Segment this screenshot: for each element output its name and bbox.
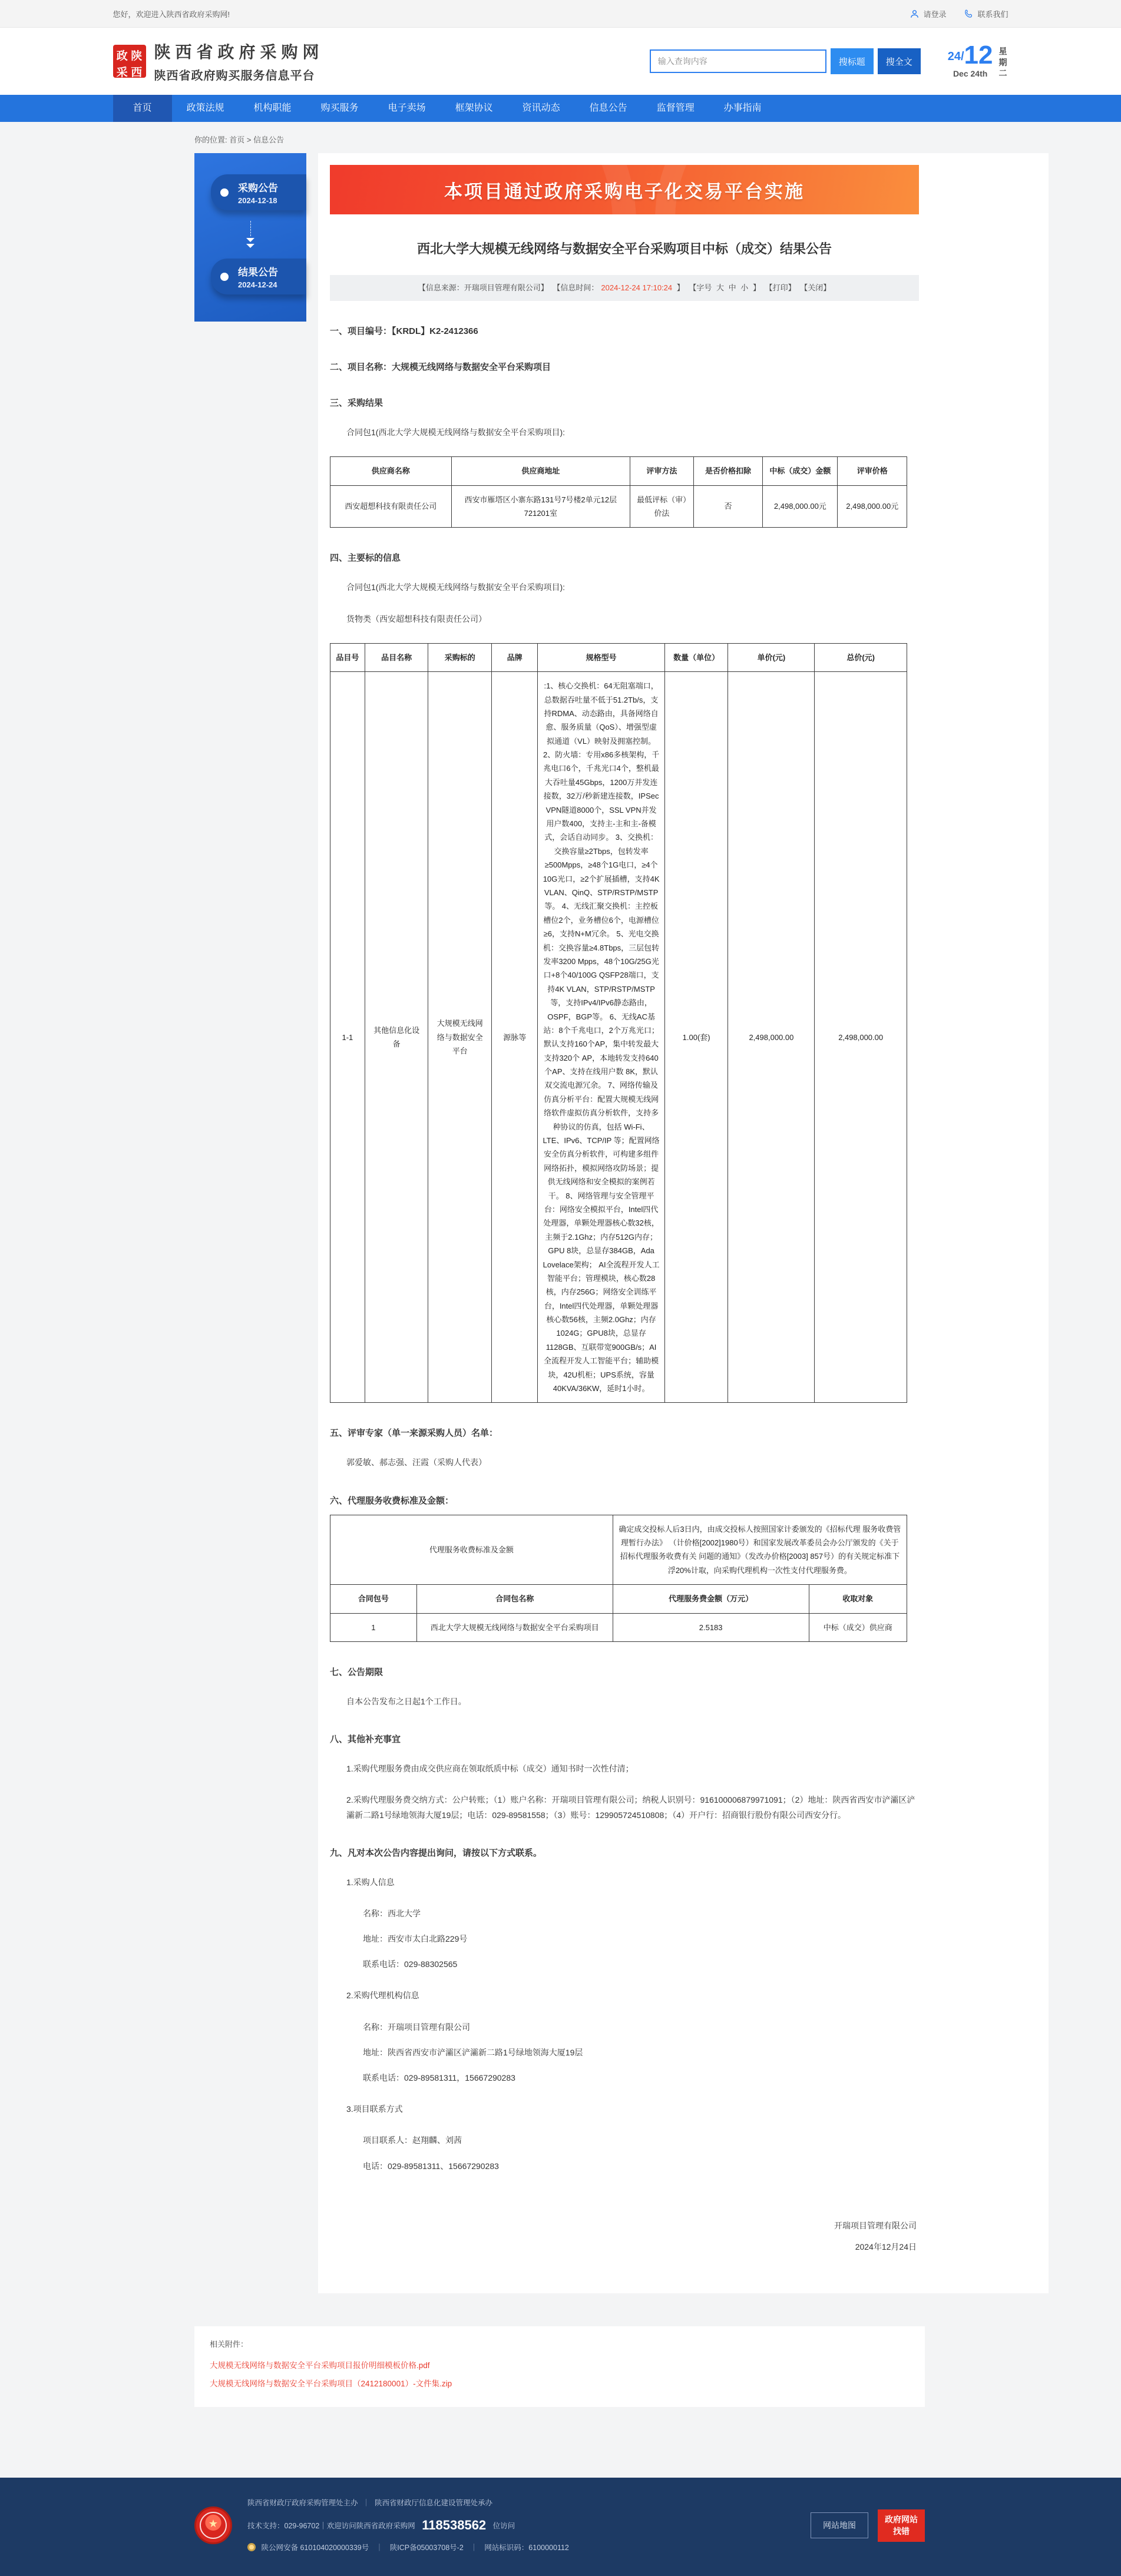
announcement-period: 自本公告发布之日起1个工作日。: [346, 1696, 467, 1706]
nav-item-e-market[interactable]: 电子卖场: [388, 103, 426, 113]
topbar: [0, 0, 1121, 28]
section-1-heading: 一、项目编号：【KRDL】K2-2412366: [330, 326, 478, 336]
contact-line: 名称：开瑞项目管理有限公司: [363, 2022, 470, 2032]
info-time: 2024-12-24 17:10:24: [601, 283, 673, 292]
supplier-address: 西安市雁塔区小寨东路131号7号楼2单元12层721201室: [451, 485, 630, 528]
footer-support-line: 技术支持：029-96702｜欢迎访问陕西省政府采购网 118538562 位访问: [247, 2518, 515, 2533]
section-7-heading: 七、公告期限: [330, 1667, 383, 1677]
breadcrumb-home[interactable]: 首页: [229, 135, 245, 144]
site-logo: 政 陕 采 西: [113, 45, 146, 78]
date-english: Dec 24th: [953, 69, 988, 79]
fontsize-large-button[interactable]: 大: [716, 283, 725, 292]
nav-item-news[interactable]: 资讯动态: [522, 103, 560, 113]
section-6-heading: 六、代理服务收费标准及金额：: [330, 1495, 454, 1506]
phone-icon: [964, 9, 974, 19]
public-security-badge-icon: [247, 2543, 256, 2551]
breadcrumb-label: 你的位置:: [194, 135, 227, 144]
total-price: 2,498,000.00: [815, 672, 907, 1403]
timeline-dot-icon: [220, 273, 229, 281]
footer-beian-line: 陕公网安备 610104020000339号 ｜ 陕ICP备05003708号-2 ｜ 网站标识码：6100000112: [247, 2540, 569, 2557]
announcement-timeline-sidebar: [194, 153, 306, 322]
fontsize-medium-button[interactable]: 中: [728, 283, 736, 292]
fee-payer: 中标（成交）供应商: [809, 1613, 907, 1641]
section-3-heading: 三、采购结果: [330, 398, 383, 408]
attachment-link-pdf[interactable]: 大规模无线网络与数据安全平台采购项目报价明细模板价格.pdf: [210, 2360, 430, 2370]
print-button[interactable]: 【打印】: [765, 283, 796, 292]
nav-item-announcements[interactable]: 信息公告: [589, 103, 627, 113]
public-security-filing-link[interactable]: 陕公网安备 610104020000339号: [261, 2543, 369, 2552]
section-4-heading: 四、主要标的信息: [330, 553, 401, 564]
breadcrumb: [194, 122, 1049, 153]
timeline-arrow-down-icon: [194, 221, 306, 248]
section-5-heading: 五、评审专家（单一来源采购人员）名单：: [330, 1428, 498, 1439]
section-4-intro1: 合同包1(西北大学大规模无线网络与数据安全平台采购项目):: [346, 582, 565, 592]
section-3-intro: 合同包1(西北大学大规模无线网络与数据安全平台采购项目):: [346, 428, 565, 437]
date-widget: [947, 40, 1008, 80]
eplatform-banner: 本项目通过政府采购电子化交易平台实施: [330, 165, 919, 214]
site-title: 陕西省政府采购网: [154, 43, 324, 61]
info-source: 【信息来源：开瑞项目管理有限公司】: [418, 283, 548, 292]
goods-detail-table: [330, 643, 907, 1403]
info-time-prefix: 【信息时间：: [553, 283, 599, 292]
gov-site-error-report-badge[interactable]: 政府网站 找错: [878, 2509, 925, 2542]
nav-item-functions[interactable]: 机构职能: [253, 103, 292, 113]
main-nav: [0, 95, 1121, 122]
agency-fee-amount: 2.5183: [613, 1613, 809, 1641]
price-deduction: 否: [693, 485, 762, 528]
article-card: [318, 153, 1049, 2293]
section-4-intro2: 货物类（西安超想科技有限责任公司）: [346, 614, 487, 624]
nav-item-home[interactable]: 首页: [113, 95, 172, 122]
breadcrumb-current[interactable]: 信息公告: [253, 135, 285, 144]
contact-line: 联系电话：029-88302565: [363, 1959, 458, 1969]
site-header: [0, 28, 1121, 95]
table-header-row: 合同包号 合同包名称 代理服务费金额（万元） 收取对象: [330, 1585, 907, 1613]
site-footer: [0, 2478, 1121, 2576]
supplier-name: 西安超想科技有限责任公司: [330, 485, 452, 528]
icp-filing-link[interactable]: 陕ICP备05003708号-2: [389, 2543, 464, 2552]
date-day: 24/: [947, 50, 964, 64]
attachments-label: 相关附件：: [210, 2339, 249, 2349]
contact-line: 地址：陕西省西安市浐灞区浐灞新二路1号绿地领海大厦19层: [363, 2047, 583, 2057]
contact-line: 名称：西北大学: [363, 1908, 421, 1918]
contact-group-title: 1.采购人信息: [346, 1877, 395, 1887]
review-method: 最低评标（审）价法: [630, 485, 694, 528]
section-9-heading: 九、凡对本次公告内容提出询问，请按以下方式联系。: [330, 1847, 543, 1858]
item-name: 其他信息化设备: [365, 672, 428, 1403]
award-amount: 2,498,000.00元: [763, 485, 838, 528]
fontsize-small-button[interactable]: 小: [740, 283, 749, 292]
contract-package-name: 西北大学大规模无线网络与数据安全平台采购项目: [416, 1613, 613, 1641]
breadcrumb-separator: >: [246, 135, 252, 144]
user-icon: [910, 9, 920, 19]
section-8-heading: 八、其他补充事宜: [330, 1734, 401, 1745]
sidebar-item-procurement-announcement[interactable]: 采购公告 2024-12-18: [211, 174, 306, 210]
login-link[interactable]: 请登录: [910, 8, 946, 19]
contact-line: 电话：029-89581311、15667290283: [363, 2161, 499, 2171]
review-price: 2,498,000.00元: [838, 485, 907, 528]
footer-organizer-line: 陕西省财政厅政府采购管理处主办 ｜ 陕西省财政厅信息化建设管理处承办: [247, 2498, 493, 2507]
nav-item-supervision[interactable]: 监督管理: [656, 103, 695, 113]
fee-standard-text: 确定成交投标人后3日内，由成交投标人按照国家计委颁发的《招标代理 服务收费管理暂行办法》 （计价格[2002]1980号）和国家发展改革委员会办公厅颁发的《关于招标代理服务收费有关 问题的通知》（发改办价格[2003] 857号）的有关规定标准下浮20%计取，向采购代理机构一次性支付代理服务费。: [613, 1515, 907, 1585]
search-title-button[interactable]: 搜标题: [831, 48, 874, 74]
date-weekday: 星期二: [998, 46, 1007, 78]
date-month: 12: [964, 40, 993, 69]
sidebar-item-result-announcement[interactable]: 结果公告 2024-12-24: [211, 259, 306, 294]
agency-fee-table: [330, 1515, 907, 1642]
contact-link[interactable]: 联系我们: [964, 8, 1008, 19]
contract-package-no: 1: [330, 1613, 417, 1641]
signoff-company: 开瑞项目管理有限公司: [834, 2220, 917, 2230]
table-row: [330, 1613, 907, 1641]
timeline-dot-icon: [220, 188, 229, 197]
table-header-row: 供应商名称 供应商地址 评审方法 是否价格扣除 中标（成交）金额 评审价格: [330, 457, 907, 485]
contact-line: 地址：西安市太白北路229号: [363, 1934, 468, 1944]
item-no: 1-1: [330, 672, 365, 1403]
search-bar: [650, 48, 921, 74]
welcome-text: 您好，欢迎进入陕西省政府采购网!: [113, 9, 230, 19]
table-header-row: 品目号 品目名称 采购标的 品牌 规格型号 数量（单位） 单价(元) 总价(元): [330, 643, 907, 671]
article-meta-bar: 【信息来源：开瑞项目管理有限公司】 【信息时间： 2024-12-24 17:10:24 】 【字号 大 中 小 】 【打印】 【关闭】: [330, 275, 919, 301]
supplement-item: 2.采购代理服务费交纳方式：公户转账；（1）账户名称：开瑞项目管理有限公司；纳税人识别号：916100006879971091；（2）地址：陕西省西安市浐灞区浐灞新二路1号绿地领海大厦19层；电话：029-89581558；（3）账号：129905724510808；（4）开户行：招商银行股份有限公司西安分行。: [346, 1795, 915, 1820]
procurement-subject: 大规模无线网络与数据安全平台: [428, 672, 492, 1403]
nav-item-purchase-services[interactable]: 购买服务: [320, 103, 359, 113]
attachments-panel: [194, 2326, 925, 2407]
table-row: [330, 672, 907, 1403]
site-subtitle: 陕西省政府购买服务信息平台: [154, 69, 315, 82]
quantity: 1.00(套): [664, 672, 728, 1403]
table-row: [330, 485, 907, 528]
fontsize-label: 【字号: [689, 283, 712, 292]
attachment-link-zip[interactable]: 大规模无线网络与数据安全平台采购项目（2412180001）-文件集.zip: [210, 2379, 452, 2388]
visitor-counter: 118538562: [422, 2518, 487, 2533]
contact-group-title: 3.项目联系方式: [346, 2104, 403, 2114]
fee-standard-row: [330, 1515, 907, 1585]
supplement-item: 1.采购代理服务费由成交供应商在领取纸质中标（成交）通知书时一次性付清；: [346, 1764, 634, 1774]
page-title: 西北大学大规模无线网络与数据安全平台采购项目中标（成交）结果公告: [416, 241, 832, 256]
nav-item-policies[interactable]: 政策法规: [186, 103, 224, 113]
sitemap-button[interactable]: 网站地图: [811, 2512, 868, 2538]
expert-names: 郭爱敏、郝志强、汪霞（采购人代表）: [346, 1458, 487, 1468]
site-id-code: 网站标识码：6100000112: [484, 2543, 569, 2552]
footer-seal-icon: [194, 2507, 232, 2544]
search-input[interactable]: [650, 49, 826, 73]
fee-standard-label: 代理服务收费标准及金额: [330, 1515, 613, 1585]
search-fulltext-button[interactable]: 搜全文: [878, 48, 921, 74]
brand: 源脉等: [492, 672, 538, 1403]
nav-item-framework[interactable]: 框架协议: [455, 103, 493, 113]
contact-line: 项目联系人：赵翔麟、刘茜: [363, 2135, 462, 2145]
close-button[interactable]: 【关闭】: [800, 283, 831, 292]
contact-line: 联系电话：029-89581311，15667290283: [363, 2073, 515, 2083]
signoff-date: 2024年12月24日: [855, 2242, 917, 2252]
section-2-heading: 二、项目名称：大规模无线网络与数据安全平台采购项目: [330, 362, 551, 372]
procurement-result-table: [330, 456, 907, 528]
specification: :1、核心交换机：64无阻塞端口，总数据吞吐量不低于51.2Tb/s，支持RDMA、动态路由，具备网络自愈、服务质量（QoS）、增强型虚拟通道（VL）映射及拥塞控制。 2、防火墙：专用x86多核架构，千兆电口6个，千兆光口4个，整机最大吞吐量45Gbps，1200万并发连接数，32万/秒新建连接数，IPSec VPN隧道8000个，SSL VPN并发用户数400，支持主-主和主-备模式，会话自动同步。 3、交换机：交换容量≥2Tbps，包转发率≥500Mpps，≥48个1G电口，≥4个10G光口，≥2个扩展插槽，支持4K VLAN、QinQ、STP/RSTP/MSTP等。 4、无线汇聚交换机：主控板槽位2个，业务槽位6个，电源槽位≥6，支持N+M冗余。 5、光电交换机：交换容量≥4.8Tbps，三层包转发率3200 Mpps，48个10G/25G光口+8个40/100G QSFP28端口，支持4K VLAN，STP/RSTP/MSTP等，支持IPv4/IPv6静态路由，OSPF，BGP等。 6、无线AC基站：8个千兆电口，2个万兆光口；默认支持160个AP，集中转发最大支持320个 AP，本地转发支持640个AP、支持在线用户数 8K，默认双交流电源冗余。 7、网络传输及仿真分析平台：配置大规模无线网络软件虚拟仿真分析软件，支持多种协议的仿真，包括 Wi-Fi、LTE、IPv6、TCP/IP 等；配置网络安全仿真分析软件，可构建多组件网络拓扑，模拟网络攻防场景；提供无线网络和安全模拟的案例若干。 8、网络管理与安全管理平台：网络安全模拟平台，Intel四代处理器，单颗处理器核心数32核，主频于2.1Ghz；内存512G内存；GPU 8块，总显存384GB，Ada Lovelace架构； AI全流程开发人工智能平台；管理模块，核心数28核，内存256G；网络安全训练平台，Intel四代处理器，单颗处理器核心数56核，主频2.0Ghz；内存1024G；GPU8块，总显存1128GB、互联带宽900GB/s；AI全流程开发人工智能平台；辅助模块，42U机柜；UPS系统，容量40KVA/36KW，延时1小时。: [538, 672, 664, 1403]
contact-group-title: 2.采购代理机构信息: [346, 1991, 419, 2001]
nav-item-guide[interactable]: 办事指南: [723, 103, 762, 113]
unit-price: 2,498,000.00: [728, 672, 815, 1403]
